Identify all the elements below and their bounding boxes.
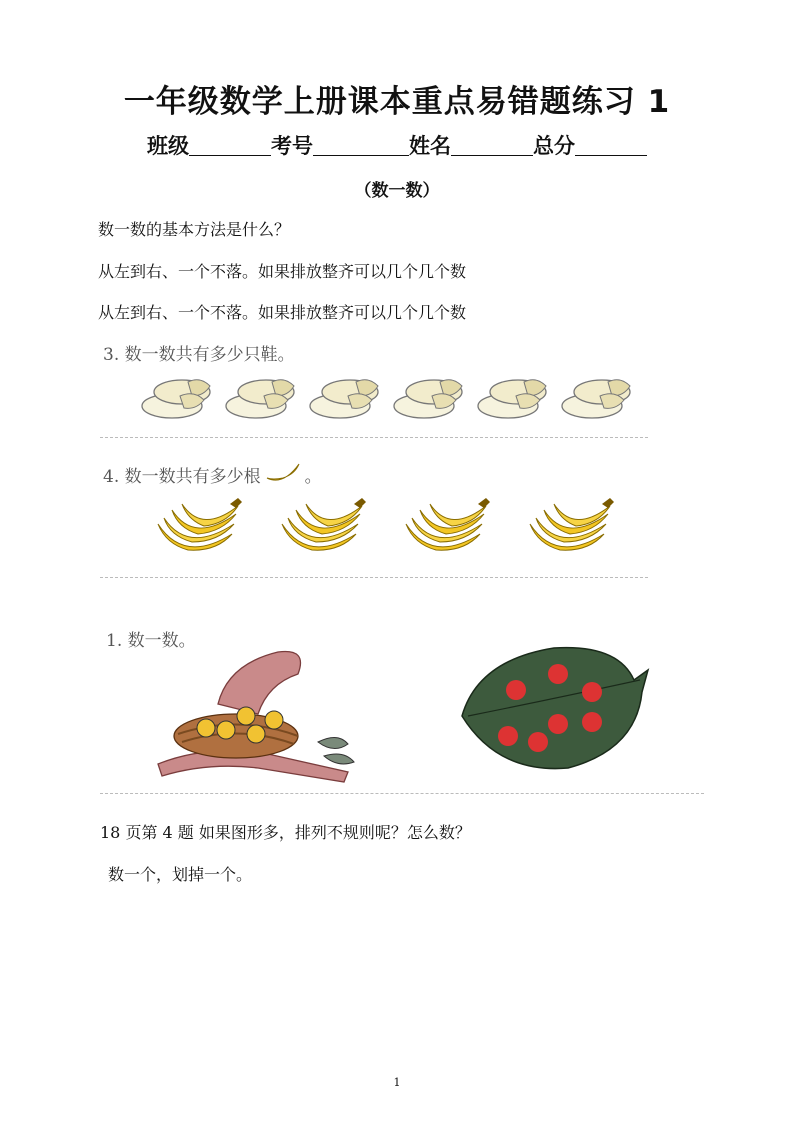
answer-method-2: 从左到右、一个不落。如果排放整齐可以几个几个数 <box>98 303 467 322</box>
leaf-ladybugs-illustration <box>458 640 650 774</box>
question-method: 数一数的基本方法是什么？ <box>98 220 291 239</box>
question-page18: 18 页第 4 题 如果图形多，排列不规则呢？怎么数？ <box>100 823 471 842</box>
banana-bunches-illustration <box>150 490 620 560</box>
class-blank[interactable] <box>189 135 271 156</box>
score-label: 总分 <box>533 134 575 158</box>
exercise-4-label <box>103 456 322 487</box>
answer-page18: 数一个，划掉一个。 <box>108 865 253 884</box>
exercise-3-label: 3. 数一数共有多少只鞋。 <box>103 345 295 365</box>
divider-dash <box>100 793 704 794</box>
exercise-1-label: 1. 数一数。 <box>106 631 196 651</box>
number-blank[interactable] <box>313 135 409 156</box>
section-subtitle: （数一数） <box>354 181 440 201</box>
name-blank[interactable] <box>451 135 533 156</box>
class-label: 班级 <box>147 134 189 158</box>
exercise-4-text: 4. 数一数共有多少根 <box>103 467 261 487</box>
slippers-illustration <box>130 372 650 428</box>
score-blank[interactable] <box>575 135 647 156</box>
bird-nest-illustration <box>148 644 358 786</box>
answer-method-1: 从左到右、一个不落。如果排放整齐可以几个几个数 <box>98 262 467 281</box>
divider-dash <box>100 437 648 438</box>
exercise-4-suffix: 。 <box>304 467 322 487</box>
name-label: 姓名 <box>409 134 451 158</box>
page-title: 一年级数学上册课本重点易错题练习 1 <box>123 84 671 120</box>
banana-icon <box>265 460 303 486</box>
page-number: 1 <box>393 1076 401 1089</box>
student-info-row <box>0 130 794 160</box>
number-label: 考号 <box>271 134 313 158</box>
divider-dash <box>100 577 648 578</box>
